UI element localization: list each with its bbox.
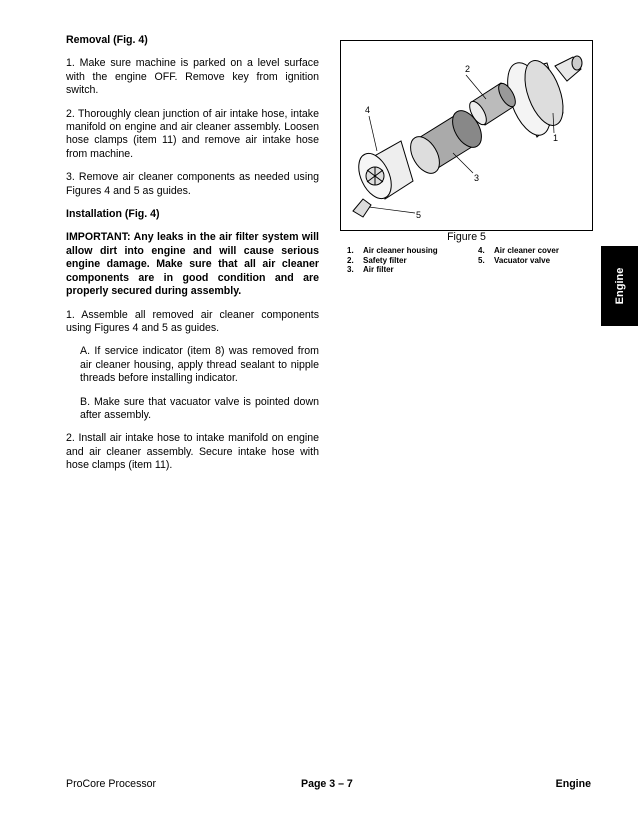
installation-heading: Installation (Fig. 4)	[66, 208, 160, 221]
removal-step-2: 2. Thoroughly clean junction of air intake hose, intake manifold on engine and air cleaner assembly. Loosen hose clamps (item 11) and remove air intake hose from machine.	[66, 107, 319, 160]
callout-2: 2	[465, 64, 471, 74]
important-warning: IMPORTANT: Any leaks in the air filter system will allow dirt into engine and will cause serious engine damage. Make sure that all air cleaner components are in good condition and are properly secured during assembly.	[66, 231, 319, 298]
install-step-1a: A. If service indicator (item 8) was removed from air cleaner housing, apply thread sealant to nipple threads before installing indicator.	[80, 345, 319, 385]
air-cleaner-cover-drawing	[352, 141, 413, 204]
section-tab[interactable]	[601, 246, 638, 326]
legend-item-1: 1. Air cleaner housing	[347, 246, 438, 255]
callout-1: 1	[553, 133, 559, 143]
removal-heading: Removal (Fig. 4)	[66, 34, 148, 46]
legend-item-4: 4. Air cleaner cover	[478, 246, 559, 255]
vacuator-valve-drawing	[353, 199, 371, 217]
legend-item-3: 3. Air filter	[347, 265, 394, 274]
page-footer	[66, 778, 591, 792]
callout-5: 5	[416, 210, 422, 220]
callout-4: 4	[365, 105, 371, 115]
figure-caption: Figure 5	[447, 231, 486, 243]
instructions-column	[66, 34, 319, 483]
footer-page-number: Page 3 – 7	[301, 778, 353, 790]
install-step-1b: B. Make sure that vacuator valve is pointed down after assembly.	[80, 395, 319, 421]
footer-product: ProCore Processor	[66, 778, 157, 790]
legend-item-2: 2. Safety filter	[347, 255, 407, 265]
footer-section: Engine	[555, 778, 591, 790]
removal-step-1: 1. Make sure machine is parked on a level surface with the engine OFF. Remove key from ignition switch.	[66, 57, 319, 97]
air-cleaner-exploded-view	[341, 41, 592, 230]
figure-5-illustration	[340, 40, 593, 231]
callout-3: 3	[474, 173, 480, 183]
removal-step-3: 3. Remove air cleaner components as needed using Figures 4 and 5 as guides.	[66, 171, 319, 197]
install-step-2: 2. Install air intake hose to intake manifold on engine and air cleaner assembly. Secure intake hose with hose clamps (item 11).	[66, 432, 319, 472]
install-step-1: 1. Assemble all removed air cleaner components using Figures 4 and 5 as guides.	[66, 308, 319, 334]
section-tab-label: Engine	[613, 267, 626, 305]
legend-item-5: 5. Vacuator valve	[478, 255, 551, 265]
